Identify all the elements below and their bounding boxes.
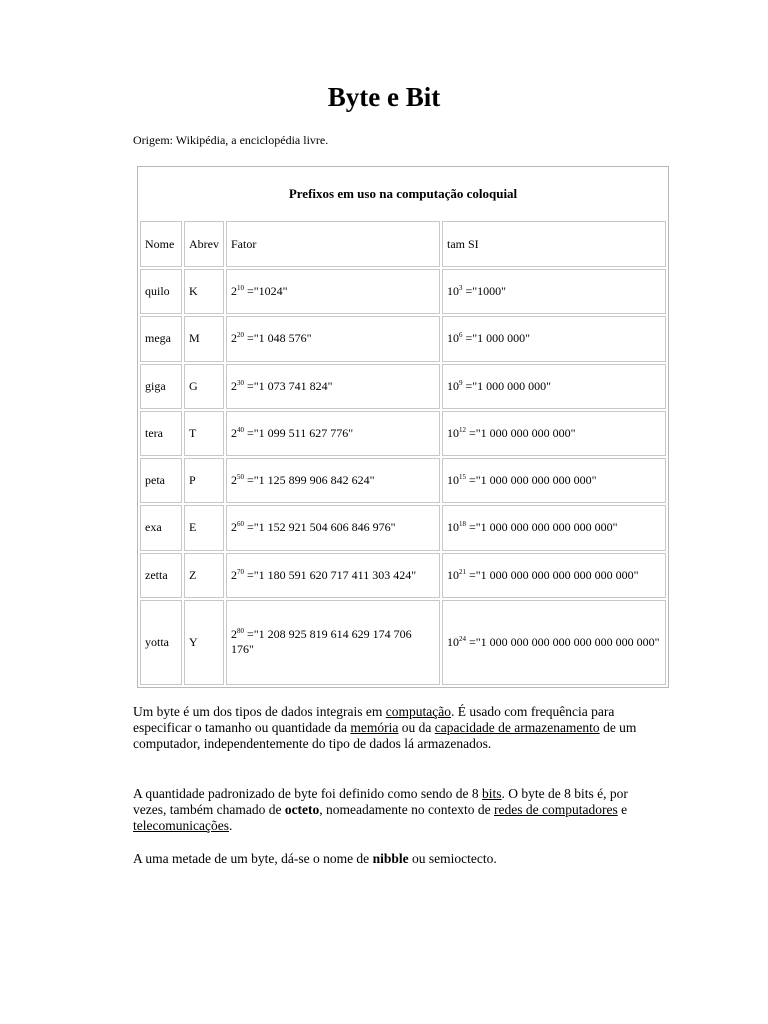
origin-line: Origem: Wikipédia, a enciclopédia livre. (133, 133, 329, 147)
fator-exponent: 70 (237, 567, 244, 576)
term-nibble: nibble (372, 851, 409, 866)
header-tam-si: tam SI (442, 221, 666, 267)
cell-fator (226, 458, 440, 503)
si-exponent: 3 (459, 284, 463, 293)
fator-exponent: 80 (237, 627, 244, 636)
p3-text-1: A uma metade de um byte, dá-se o nome de (133, 851, 373, 866)
cell-nome: exa (140, 505, 182, 550)
prefix-table (137, 166, 669, 688)
cell-fator (226, 553, 440, 598)
si-exponent: 18 (459, 520, 466, 529)
table-caption: Prefixos em uso na computação coloquial (288, 186, 518, 201)
p1-text-1: Um byte é um dos tipos de dados integrais em (133, 704, 386, 719)
si-exponent: 15 (459, 473, 466, 482)
table-row (140, 505, 666, 550)
cell-tam-si (442, 364, 666, 409)
link-computacao[interactable]: computação (385, 704, 451, 719)
si-exponent: 24 (459, 634, 466, 643)
cell-fator (226, 411, 440, 456)
fator-base: 2 (231, 627, 237, 642)
p1-text-2: . É usado com frequência para especificar o tamanho ou quantidade da (133, 704, 615, 735)
cell-tam-si (442, 600, 666, 685)
si-value: ="1 000 000 000 000 000 000 000 000" (469, 634, 660, 649)
paragraph-2 (133, 786, 643, 834)
si-base: 10 (447, 425, 459, 440)
si-value: ="1 000 000 000 000 000" (469, 473, 597, 488)
p2-text-1: A quantidade padronizado de byte foi definido como sendo de 8 (133, 786, 483, 801)
p2-text-5: . (228, 818, 233, 833)
cell-tam-si (442, 505, 666, 550)
si-base: 10 (447, 634, 459, 649)
table-row (140, 269, 666, 314)
fator-value: ="1 152 921 504 606 846 976" (247, 520, 396, 535)
si-base: 10 (447, 331, 459, 346)
si-value: ="1000" (465, 284, 507, 299)
table-row (140, 364, 666, 409)
link-redes-computadores[interactable]: redes de computadores (494, 802, 618, 817)
header-fator: Fator (226, 221, 440, 267)
si-base: 10 (447, 567, 459, 582)
cell-abrev: G (184, 364, 224, 409)
cell-tam-si (442, 458, 666, 503)
fator-exponent: 20 (237, 331, 244, 340)
p3-text-2: ou semioctecto. (408, 851, 497, 866)
fator-base: 2 (231, 378, 237, 393)
si-exponent: 6 (459, 331, 463, 340)
link-capacidade-armazenamento[interactable]: capacidade de armazenamento (434, 720, 600, 735)
fator-value: ="1 208 925 819 614 629 174 706 176" (231, 627, 412, 657)
cell-nome: peta (140, 458, 182, 503)
cell-fator (226, 269, 440, 314)
fator-exponent: 40 (237, 425, 244, 434)
cell-fator (226, 364, 440, 409)
fator-value: ="1 073 741 824" (247, 378, 333, 393)
cell-tam-si (442, 553, 666, 598)
cell-fator (226, 316, 440, 361)
cell-tam-si (442, 316, 666, 361)
table-row (140, 600, 666, 685)
si-value: ="1 000 000" (465, 331, 531, 346)
fator-exponent: 10 (237, 284, 244, 293)
si-base: 10 (447, 473, 459, 488)
table-row (140, 553, 666, 598)
fator-value: ="1 180 591 620 717 411 303 424" (247, 567, 417, 582)
p1-text-3: ou da (398, 720, 435, 735)
p2-text-4: e (617, 802, 628, 817)
cell-fator (226, 505, 440, 550)
si-exponent: 12 (459, 425, 466, 434)
fator-exponent: 30 (237, 378, 244, 387)
link-bits[interactable]: bits (482, 786, 502, 801)
cell-fator (226, 600, 440, 685)
table-row (140, 458, 666, 503)
p2-text-2: . O byte de 8 bits é, por vezes, também chamado de (133, 786, 628, 817)
cell-abrev: Y (184, 600, 224, 685)
cell-nome: giga (140, 364, 182, 409)
cell-tam-si (442, 269, 666, 314)
cell-nome: tera (140, 411, 182, 456)
header-nome: Nome (140, 221, 182, 267)
fator-value: ="1 125 899 906 842 624" (247, 473, 375, 488)
cell-nome: mega (140, 316, 182, 361)
fator-value: ="1 048 576" (247, 331, 312, 346)
cell-tam-si (442, 411, 666, 456)
fator-value: ="1 099 511 627 776" (247, 425, 354, 440)
si-exponent: 9 (459, 378, 463, 387)
fator-base: 2 (231, 520, 237, 535)
p2-text-3: , nomeadamente no contexto de (319, 802, 494, 817)
cell-abrev: K (184, 269, 224, 314)
table-row (140, 411, 666, 456)
cell-nome: zetta (140, 553, 182, 598)
cell-abrev: Z (184, 553, 224, 598)
fator-exponent: 60 (237, 520, 244, 529)
p1-text-4: de um computador, independentemente do tipo de dados lá armazenados. (133, 720, 637, 751)
si-value: ="1 000 000 000" (465, 378, 552, 393)
paragraph-1 (133, 704, 643, 752)
term-octeto: octeto (284, 802, 320, 817)
cell-abrev: P (184, 458, 224, 503)
si-base: 10 (447, 378, 459, 393)
si-base: 10 (447, 284, 459, 299)
link-telecomunicacoes[interactable]: telecomunicações (133, 818, 229, 833)
header-abrev: Abrev (184, 221, 224, 267)
si-value: ="1 000 000 000 000 000 000 000" (469, 567, 639, 582)
cell-nome: yotta (140, 600, 182, 685)
si-exponent: 21 (459, 567, 466, 576)
paragraph-3 (133, 851, 643, 867)
fator-base: 2 (231, 567, 237, 582)
table-row (140, 316, 666, 361)
si-value: ="1 000 000 000 000" (469, 425, 576, 440)
fator-exponent: 50 (237, 473, 244, 482)
page-title: Byte e Bit (327, 82, 441, 112)
fator-base: 2 (231, 425, 237, 440)
link-memoria[interactable]: memória (350, 720, 399, 735)
cell-abrev: M (184, 316, 224, 361)
fator-base: 2 (231, 331, 237, 346)
si-value: ="1 000 000 000 000 000 000" (469, 520, 618, 535)
cell-abrev: T (184, 411, 224, 456)
cell-nome: quilo (140, 269, 182, 314)
fator-value: ="1024" (247, 284, 288, 299)
cell-abrev: E (184, 505, 224, 550)
si-base: 10 (447, 520, 459, 535)
fator-base: 2 (231, 473, 237, 488)
fator-base: 2 (231, 284, 237, 299)
